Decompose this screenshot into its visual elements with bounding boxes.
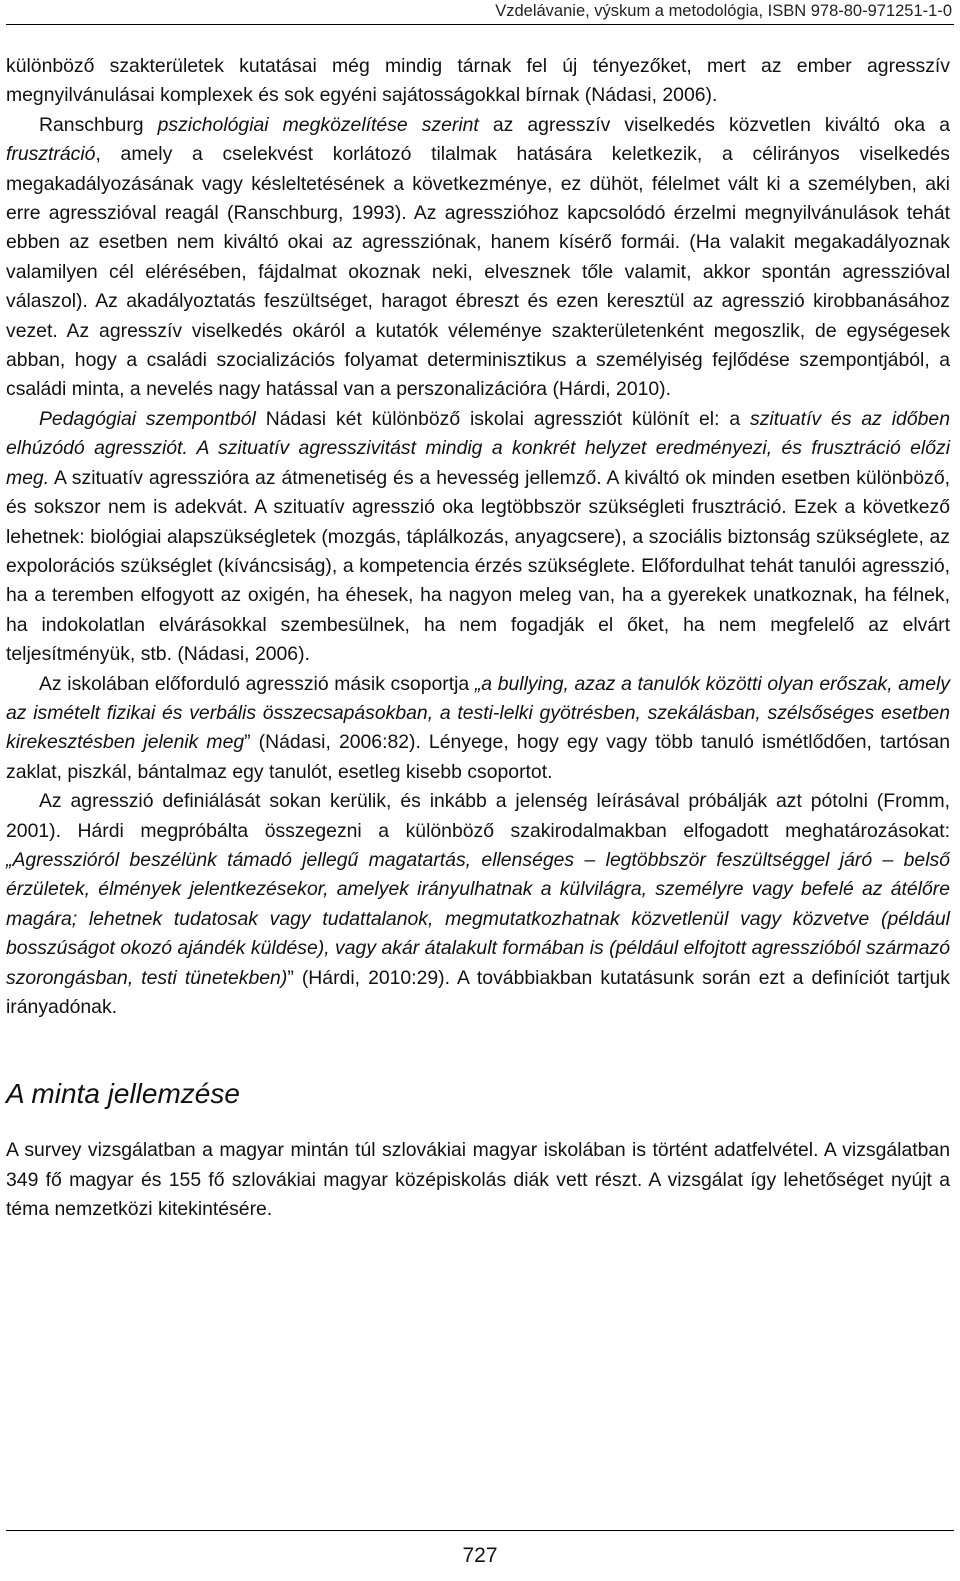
quote-text: „a bullying, azaz a tanulók közötti olyan erőszak, amely az ismételt fizikai és verbális összecsapásokban, a testi-lelki gyötrésben, szekálásban, szélsőséges esetben kirekesztésben jelenik meg: [6, 672, 950, 754]
paragraph-ranschburg: [6, 111, 950, 405]
running-header: Vzdelávanie, výskum a metodológia, ISBN 978-80-971251-1-0: [495, 2, 952, 20]
paragraph-text: , amely a cselekvést korlátozó tilalmak hatására keletkezik, a célirányos viselkedés megakadályozásának vagy késleltetésének a következménye, ez dühöt, félelmet vált ki a személyben, aki erre agresszióval reagál (Ranschburg, 1993). Az agresszióhoz kapcsolódó érzelmi megnyilvánulások tehát ebben az esetben nem kiváltó okai az agressziónak, hanem kísérő formái. (Ha valakit megakadályoznak valamilyen cél elérésében, fájdalmat okoznak neki, elvesznek tőle valamit, akkor spontán agresszióval válaszol). Az akadályoztatás feszültséget, haragot ébreszt és ezen keresztül az agresszió kirobbanásához vezet. Az agresszív viselkedés okáról a kutatók véleménye szakterületenként megoszlik, de egységesek abban, hogy a családi szocializációs folyamat determinisztikus a személyiség fejlődése szempontjából, a családi minta, a nevelés nagy hatással van a perszonalizációra (Hárdi, 2010).: [6, 143, 950, 401]
paragraph-text: különböző szakterületek kutatásai még mindig tárnak fel új tényezőket, mert az ember agresszív megnyilvánulásai komplexek és sok egyéni sajátosságokkal bírnak (Nádasi, 2006).: [6, 55, 950, 107]
paragraph-text: az agresszív viselkedés közvetlen kiváltó oka a: [478, 113, 950, 136]
paragraph-continuation: [6, 52, 950, 111]
paragraph-text: A survey vizsgálatban a magyar mintán túl szlovákiai magyar iskolában is történt adatfelvétel. A vizsgálatban 349 fő magyar és 155 fő szlovákiai magyar középiskolás diák vett részt. A vizsgálat így lehetőséget nyújt a téma nemzetközi kitekintésére.: [6, 1139, 950, 1221]
page-number: 727: [462, 1544, 498, 1567]
emphasis-text: frusztráció: [6, 143, 96, 166]
emphasis-text: szituatív és az időben elhúzódó agressziót. A szituatív agresszivitást mindig a konkrét helyzet eredményezi, és frusztráció előzi meg.: [6, 407, 950, 489]
paragraph-text: Az agresszió definiálását sokan kerülik, és inkább a jelenség leírásával próbálják azt pótolni (Fromm, 2001). Hárdi megpróbálta összegezni a különböző szakirodalmakban elfogadott meghatározásokat:: [6, 790, 950, 842]
quote-text: „Agresszióról beszélünk támadó jellegű magatartás, ellenséges – legtöbbször feszültséggel járó – belső érzületek, élmények jelentkezésekor, amelyek irányulhatnak a külvilágra, személyre vagy befelé az átélőre magára; lehetnek tudatosak vagy tudattalanok, megmutatkozhatnak közvetlenül vagy közvetve (például bosszúságot okozó ajándék küldése), vagy akár átalakult formában is (például elfojtott agresszióból származó szorongásban, testi tünetekben): [6, 848, 950, 989]
footer-rule: [6, 1530, 954, 1531]
paragraph-bullying: [6, 670, 950, 788]
paragraph-text: Az iskolában előforduló agresszió másik csoportja: [39, 672, 475, 695]
paragraph-definition: [6, 787, 950, 1022]
paragraph-text: Nádasi két különböző iskolai agressziót különít el: a: [255, 407, 751, 430]
emphasis-text: Pedagógiai szempontból: [39, 407, 256, 430]
page-body: [6, 52, 950, 1225]
section-heading: A minta jellemzése: [6, 1078, 240, 1110]
paragraph-text: ” (Nádasi, 2006:82). Lényege, hogy egy vagy több tanuló ismétlődően, tartósan zaklat, piszkál, bántalmaz egy tanulót, esetleg kisebb csoportot.: [6, 731, 950, 783]
paragraph-sample: [6, 1136, 950, 1224]
emphasis-text: pszichológiai megközelítése szerint: [157, 113, 479, 136]
paragraph-text: ” (Hárdi, 2010:29). A továbbiakban kutatásunk során ezt a definíciót tartjuk irányadónak.: [6, 966, 950, 1018]
paragraph-pedagogical: [6, 405, 950, 670]
paragraph-text: A szituatív agresszióra az átmenetiség és a hevesség jellemző. A kiváltó ok minden esetben különböző, és sokszor nem is adekvát. A szituatív agresszió oka legtöbbször szükségleti frusztráció. Ezek a következő lehetnek: biológiai alapszükségletek (mozgás, táplálkozás, anyagcsere), a szociális biztonság szükséglete, az expolorációs szükséglet (kíváncsiság), a kompetencia érzés szükséglete. Előfordulhat tehát tanulói agresszió, ha a teremben elfogyott az oxigén, ha éhesek, ha nagyon meleg van, ha a gyerekek unatkoznak, ha félnek, ha indokolatlan elvárásokkal szembesülnek, ha nem fogadják el őket, ha nem megfelelő az elvárt teljesítményük, stb. (Nádasi, 2006).: [6, 466, 950, 666]
paragraph-text: Ranschburg: [39, 113, 158, 136]
header-rule: [6, 24, 954, 25]
